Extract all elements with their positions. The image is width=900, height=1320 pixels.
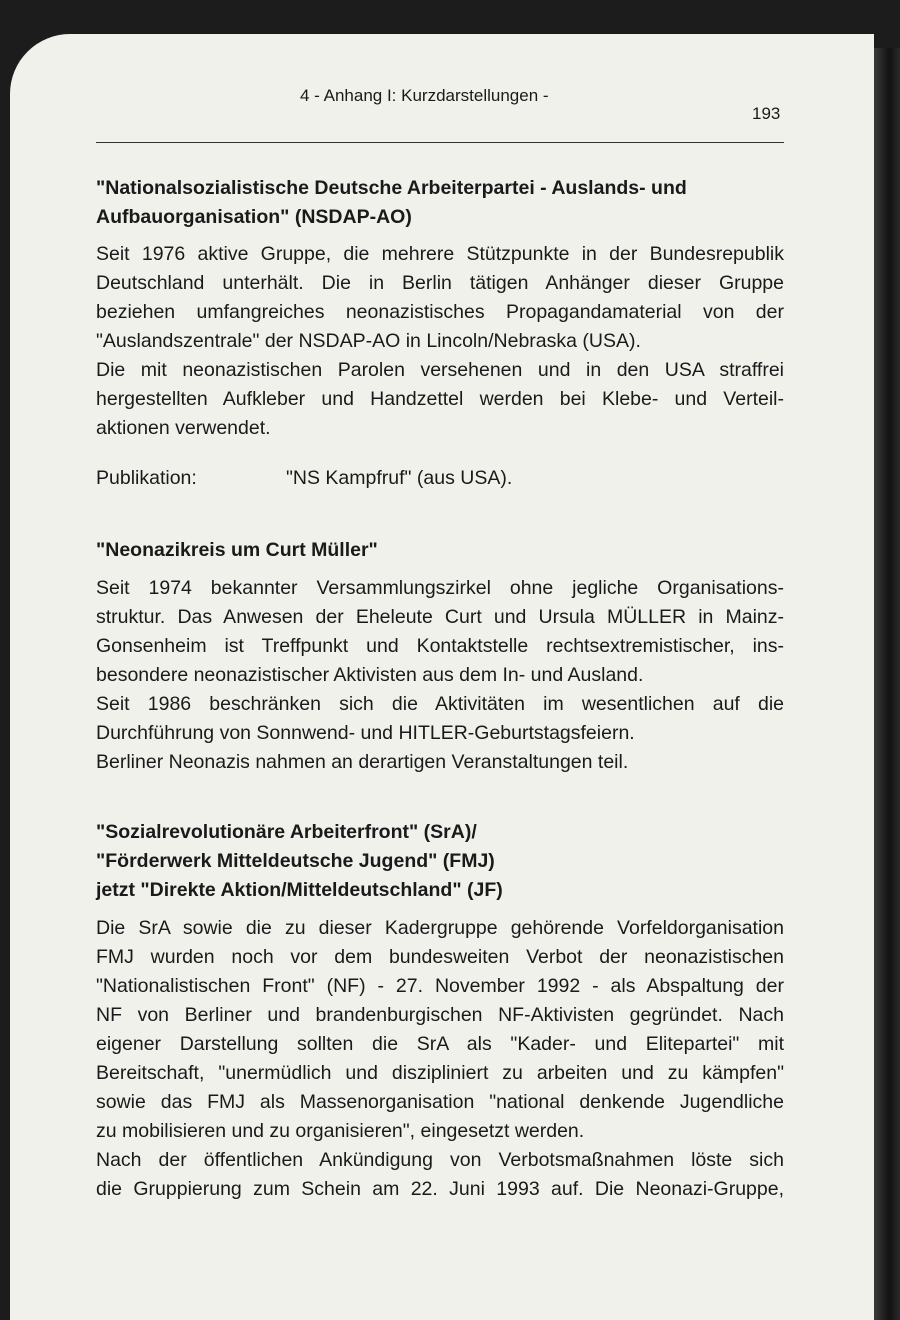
body-line: Gonsenheim ist Treffpunkt und Kontaktstelle rechtsextremistischer, ins- <box>96 635 784 657</box>
body-line: "Auslandszentrale" der NSDAP-AO in Lincoln/Nebraska (USA). <box>96 330 641 352</box>
body-line: struktur. Das Anwesen der Eheleute Curt und Ursula MÜLLER in Mainz- <box>96 606 784 628</box>
body-line: die Gruppierung zum Schein am 22. Juni 1993 auf. Die Neonazi-Gruppe, <box>96 1178 784 1200</box>
body-line: NF von Berliner und brandenburgischen NF-Aktivisten gegründet. Nach <box>96 1004 784 1026</box>
body-line: Bereitschaft, "unermüdlich und diszipliniert zu arbeiten und zu kämpfen" <box>96 1062 784 1084</box>
heading-line: "Neonazikreis um Curt Müller" <box>96 539 378 561</box>
header-rule <box>96 142 784 143</box>
heading-line: "Sozialrevolutionäre Arbeiterfront" (SrA)/ <box>96 821 477 843</box>
body-line: Die SrA sowie die zu dieser Kadergruppe gehörende Vorfeldorganisation <box>96 917 784 939</box>
running-header: 4 - Anhang I: Kurzdarstellungen - <box>300 86 549 105</box>
body-line: besondere neonazistischer Aktivisten aus dem In- und Ausland. <box>96 664 644 686</box>
body-line: sowie das FMJ als Massenorganisation "national denkende Jugendliche <box>96 1091 784 1113</box>
heading-line: Aufbauorganisation" (NSDAP-AO) <box>96 206 412 228</box>
body-line: Seit 1974 bekannter Versammlungszirkel ohne jegliche Organisations- <box>96 577 784 599</box>
page-number: 193 <box>752 104 781 123</box>
body-line: hergestellten Aufkleber und Handzettel werden bei Klebe- und Verteil- <box>96 388 784 410</box>
section-body-sra-fmj <box>96 914 784 1204</box>
body-line: "Nationalistischen Front" (NF) - 27. November 1992 - als Abspaltung der <box>96 975 784 997</box>
body-line: Berliner Neonazis nahmen an derartigen Veranstaltungen teil. <box>96 751 629 773</box>
heading-line: "Nationalsozialistische Deutsche Arbeiterpartei - Auslands- und <box>96 177 687 199</box>
body-line: eigener Darstellung sollten die SrA als "Kader- und Elitepartei" mit <box>96 1033 784 1055</box>
body-line: Seit 1976 aktive Gruppe, die mehrere Stützpunkte in der Bundesrepublik <box>96 243 784 265</box>
body-line: Nach der öffentlichen Ankündigung von Verbotsmaßnahmen löste sich <box>96 1149 784 1171</box>
body-line: Seit 1986 beschränken sich die Aktivitäten im wesentlichen auf die <box>96 693 784 715</box>
body-line: aktionen verwendet. <box>96 417 271 439</box>
body-line: Durchführung von Sonnwend- und HITLER-Geburtstagsfeiern. <box>96 722 635 744</box>
section-heading-nsdap-ao <box>96 174 796 232</box>
heading-line: "Förderwerk Mitteldeutsche Jugend" (FMJ) <box>96 850 495 872</box>
publication-label: Publikation: <box>96 467 197 489</box>
section-heading-neonazikreis <box>96 536 796 565</box>
body-line: beziehen umfangreiches neonazistisches Propagandamaterial von der <box>96 301 784 323</box>
section-body-nsdap-ao <box>96 240 784 443</box>
body-line: Deutschland unterhält. Die in Berlin tätigen Anhänger dieser Gruppe <box>96 272 784 294</box>
body-line: Die mit neonazistischen Parolen versehenen und in den USA straffrei <box>96 359 784 381</box>
publication-value: "NS Kampfruf" (aus USA). <box>286 467 513 489</box>
body-line: FMJ wurden noch vor dem bundesweiten Verbot der neonazistischen <box>96 946 784 968</box>
section-heading-sra-fmj <box>96 818 796 905</box>
heading-line: jetzt "Direkte Aktion/Mitteldeutschland" (JF) <box>96 879 503 901</box>
section-body-neonazikreis <box>96 574 784 777</box>
body-line: zu mobilisieren und zu organisieren", eingesetzt werden. <box>96 1120 585 1142</box>
